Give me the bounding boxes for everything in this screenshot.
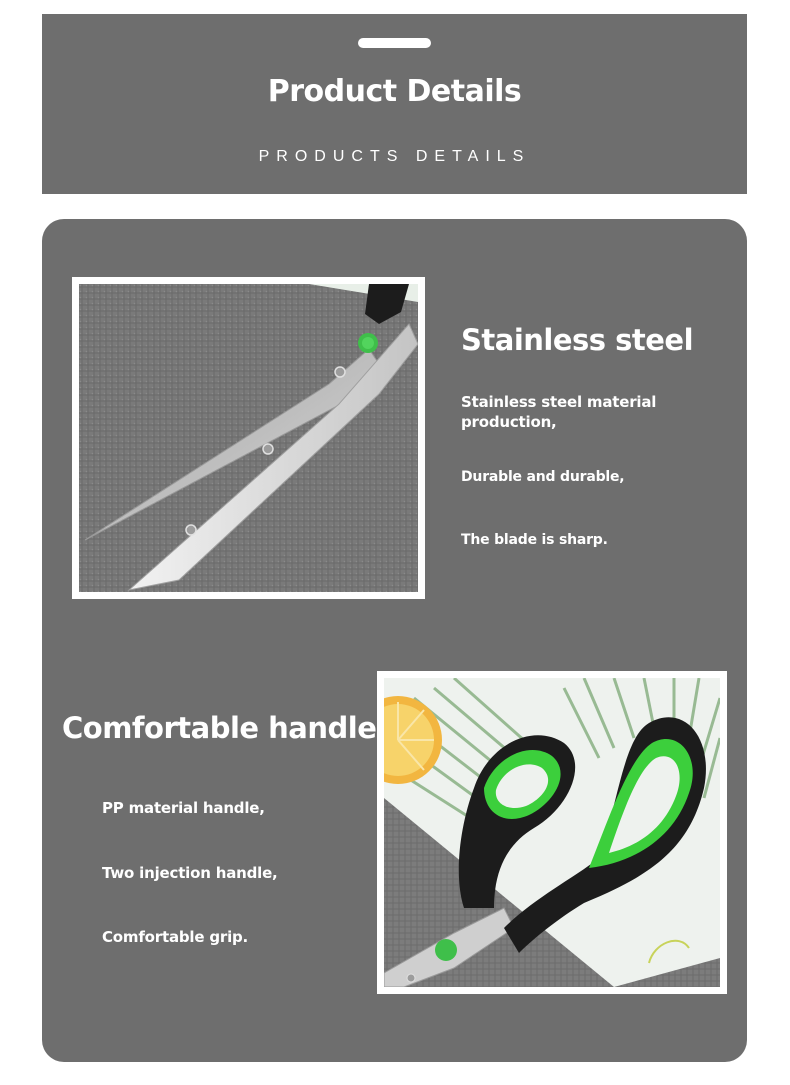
handle-line-3: Comfortable grip. xyxy=(102,928,249,946)
steel-line-3: The blade is sharp. xyxy=(461,532,608,548)
details-card xyxy=(42,219,747,1062)
handle-line-1: PP material handle, xyxy=(102,799,265,817)
steel-heading: Stainless steel xyxy=(461,323,694,357)
handle-photo xyxy=(377,671,727,994)
handle-heading: Comfortable handle xyxy=(62,711,377,745)
handle-line-2: Two injection handle, xyxy=(102,864,278,882)
steel-line-1: Stainless steel material production, xyxy=(461,393,657,431)
page-title: Product Details xyxy=(267,74,522,109)
header-decorative-bar xyxy=(358,38,431,48)
blade-photo-image xyxy=(79,284,418,592)
page-subtitle: PRODUCTS DETAILS xyxy=(258,148,531,165)
handle-photo-image xyxy=(384,678,720,987)
product-details-header xyxy=(42,14,747,194)
blade-photo xyxy=(72,277,425,599)
steel-line-2: Durable and durable, xyxy=(461,469,625,485)
